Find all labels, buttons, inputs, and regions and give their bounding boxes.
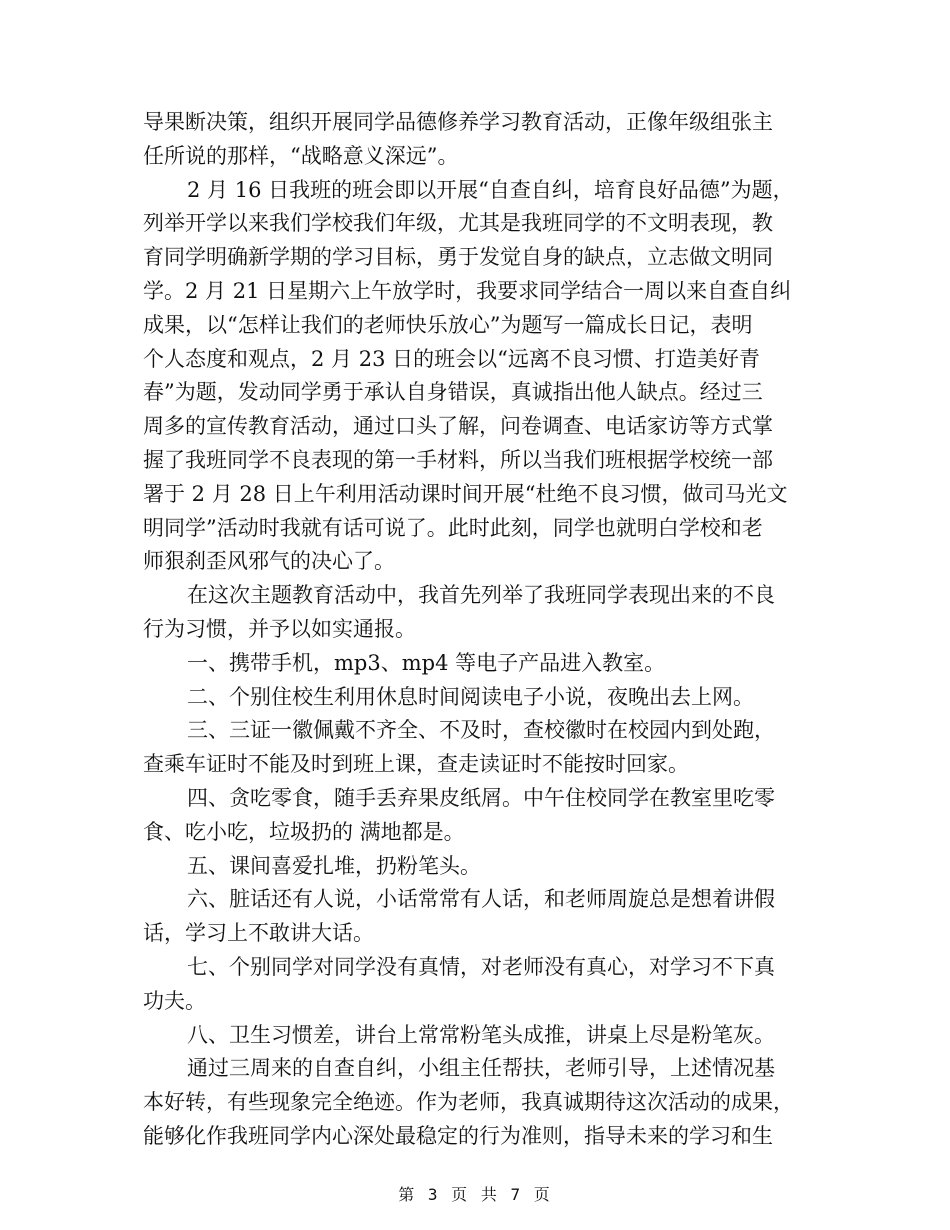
- text-line: 八、卫生习惯差，讲台上常常粉笔头成推，讲桌上尽是粉笔灰。: [187, 1022, 775, 1047]
- text-line: 四、贪吃零食，随手丢弃果皮纸屑。中午住校同学在教室里吃零: [187, 785, 775, 810]
- text-line: 三、三证一徽佩戴不齐全、不及时，查校徽时在校园内到处跑，: [187, 718, 775, 743]
- text-line: 七、个别同学对同学没有真情，对老师没有真心，对学习不下真: [187, 954, 775, 979]
- text-line: 导果断决策，组织开展同学品德修养学习教育活动，正像年级组张主: [143, 110, 773, 134]
- text-line: 任所说的那样，“战略意义深远”。: [143, 143, 459, 168]
- text-line: 列举开学以来我们学校我们年级，尤其是我班同学的不文明表现，教: [143, 211, 773, 236]
- text-line: 明同学”活动时我就有话可说了。此时此刻，同学也就明白学校和老: [143, 515, 763, 540]
- text-line: 署于 2 月 28 日上午利用活动课时间开展“杜绝不良习惯，做司马光文: [143, 481, 788, 506]
- text-line: 育同学明确新学期的学习目标，勇于发觉自身的缺点，立志做文明同: [143, 245, 773, 270]
- text-line: 二、个别住校生利用休息时间阅读电子小说，夜晚出去上网。: [187, 684, 754, 709]
- text-line: 握了我班同学不良表现的第一手材料，所以当我们班根据学校统一部: [143, 447, 773, 472]
- text-line: 本好转，有些现象完全绝迹。作为老师，我真诚期待这次活动的成果，: [143, 1090, 794, 1115]
- text-line: 话，学习上不敢讲大话。: [143, 921, 374, 946]
- text-line: 春”为题，发动同学勇于承认自身错误，真诚指出他人缺点。经过三: [143, 380, 763, 405]
- text-line: 在这次主题教育活动中，我首先列举了我班同学表现出来的不良: [187, 583, 775, 608]
- text-line: 学。2 月 21 日星期六上午放学时，我要求同学结合一周以来自查自纠: [143, 278, 792, 303]
- text-line: 成果，以“怎样让我们的老师快乐放心”为题写一篇成长日记，表明: [143, 312, 753, 337]
- text-line: 五、课间喜爱扎堆，扔粉笔头。: [187, 853, 481, 878]
- text-line: 师狠刹歪风邪气的决心了。: [143, 549, 395, 574]
- text-line: 功夫。: [143, 988, 206, 1013]
- text-line: 个人态度和观点，2 月 23 日的班会以“远离不良习惯、打造美好青: [143, 346, 760, 371]
- text-line: 周多的宣传教育活动，通过口头了解，问卷调查、电话家访等方式掌: [143, 414, 773, 439]
- text-line: 能够化作我班同学内心深处最稳定的行为准则，指导未来的学习和生: [143, 1123, 773, 1148]
- text-line: 一、携带手机，mp3、mp4 等电子产品进入教室。: [187, 650, 666, 675]
- text-line: 食、吃小吃，垃圾扔的 满地都是。: [143, 819, 465, 844]
- text-line: 查乘车证时不能及时到班上课，查走读证时不能按时回家。: [143, 752, 689, 777]
- text-line: 行为习惯，并予以如实通报。: [143, 616, 416, 641]
- text-line: 2 月 16 日我班的班会即以开展“自查自纠，培育良好品德”为题，: [187, 177, 794, 202]
- document-body: [143, 106, 808, 1154]
- text-line: 通过三周来的自查自纠，小组主任帮扶，老师引导，上述情况基: [187, 1056, 775, 1081]
- page-number-footer: 第 3 页 共 7 页: [398, 1185, 552, 1204]
- text-line: 六、脏话还有人说，小话常常有人话，和老师周旋总是想着讲假: [187, 887, 775, 912]
